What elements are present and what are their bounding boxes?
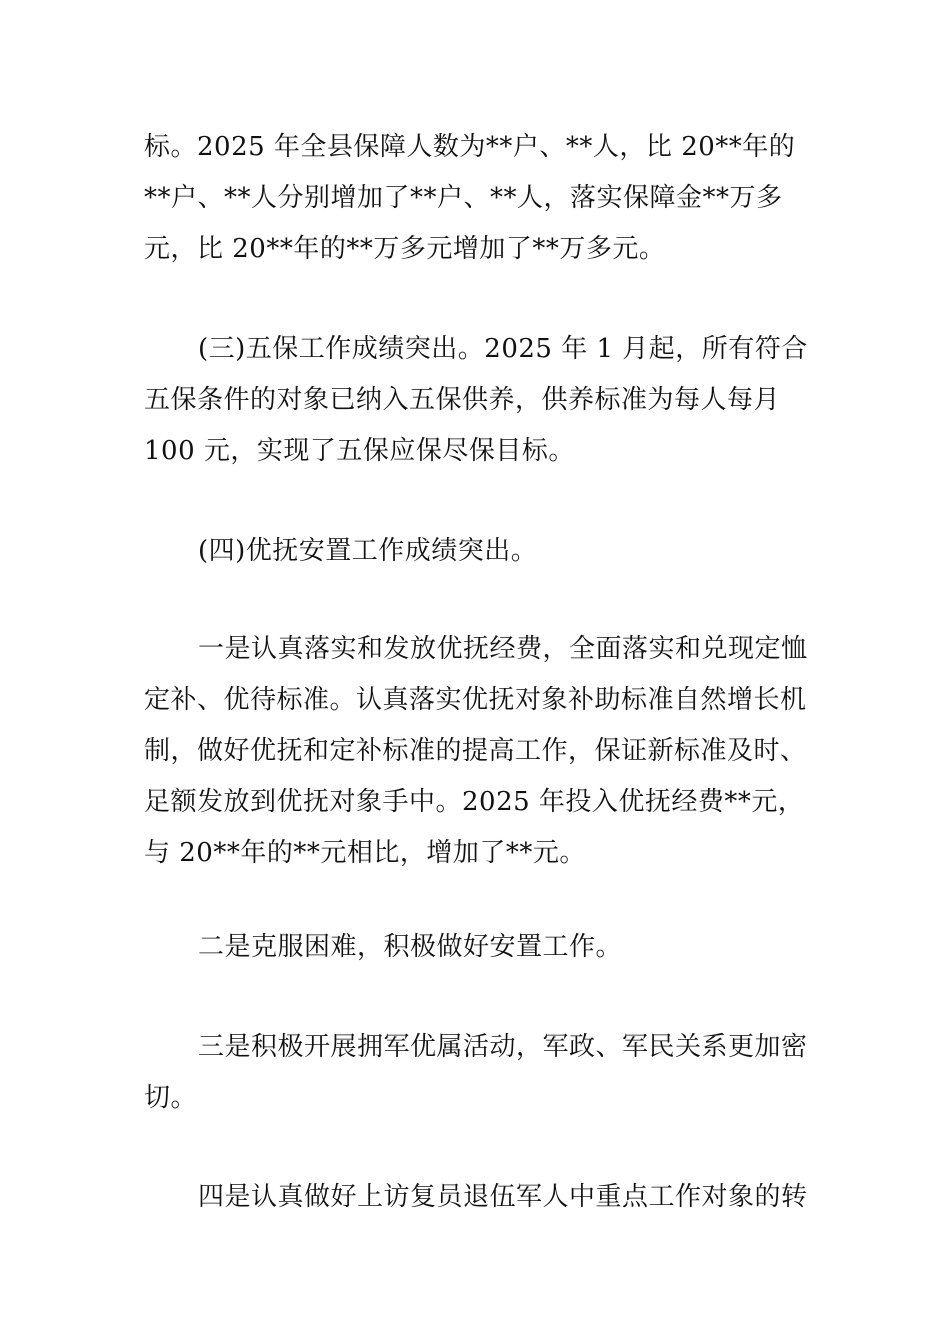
- paragraph-item-two: 二是克服困难，积极做好安置工作。: [198, 932, 623, 962]
- paragraph-item-four: 四是认真做好上访复员退伍军人中重点工作对象的转: [198, 1182, 808, 1212]
- paragraph-five-guarantees: (三)五保工作成绩突出。2025 年 1 月起，所有符合五保条件的对象已纳入五保供养，供养标准为每人每月 100 元，实现了五保应保尽保目标。: [144, 334, 808, 466]
- paragraph-guarantee-continued: 标。2025 年全县保障人数为**户、**人，比 20**年的**户、**人分别增加了**户、**人，落实保障金**万多元，比 20**年的**万多元增加了**万多元。: [144, 132, 796, 264]
- paragraph-special-care-heading: (四)优抚安置工作成绩突出。: [198, 536, 538, 566]
- paragraph-item-three: 三是积极开展拥军优属活动，军政、军民关系更加密切。: [144, 1032, 808, 1113]
- paragraph-item-one: 一是认真落实和发放优抚经费，全面落实和兑现定恤定补、优待标准。认真落实优抚对象补助标准自然增长机制，做好优抚和定补标准的提高工作，保证新标准及时、足额发放到优抚对象手中。2025 年投入优抚经费**元，与 20**年的**元相比，增加了**元。: [144, 634, 808, 868]
